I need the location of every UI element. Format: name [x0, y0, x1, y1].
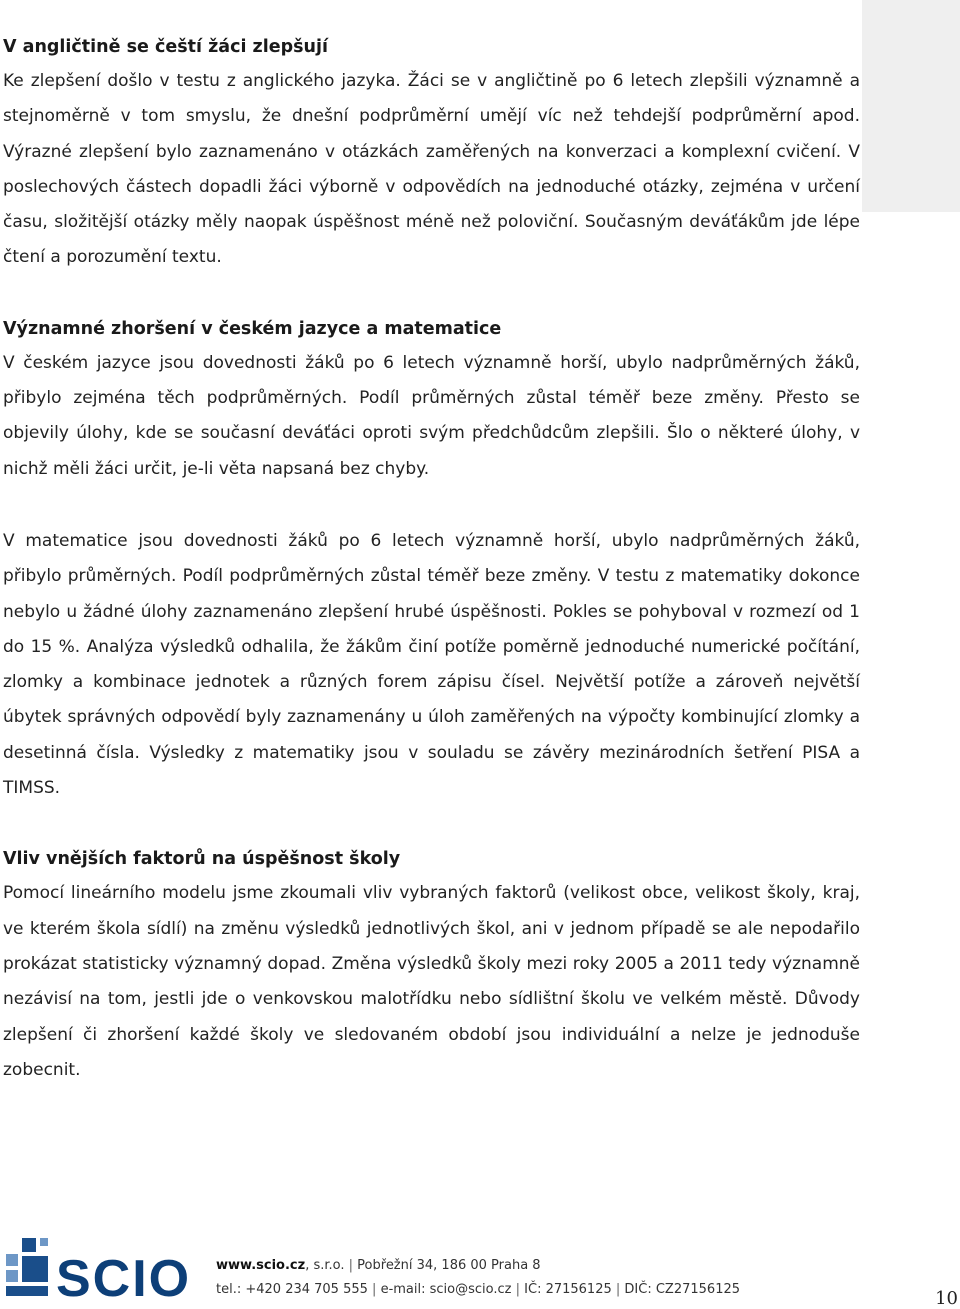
- section-heading-external-factors: Vliv vnějších faktorů na úspěšnost školy: [3, 849, 401, 870]
- ico: IČ: 27156125: [524, 1282, 612, 1297]
- paragraph-czech-language: V českém jazyce jsou dovednosti žáků po 6 letech významně horší, ubylo nadprůměrných žáků, přibylo zejména těch podprůměrných. Podíl průměrných zůstal téměř beze změny. Přesto se objevily úlohy, kde se současní deváťáci oproti svým předchůdcům zlepšili. Šlo o některé úlohy, v nichž měli žáci určit, je-li věta napsaná bez chyby.: [3, 352, 860, 479]
- paragraph-english: Ke zlepšení došlo v testu z anglického jazyka. Žáci se v angličtině po 6 letech zlepšili významně a stejnoměrně v tom smyslu, že dnešní podprůměrní umějí víc než tehdejší podprůměrní apod. Výrazné zlepšení bylo zaznamenáno v otázkách zaměřených na konverzaci a komplexní cvičení. V poslechových částech dopadli žáci výborně v odpovědích na jednoduché otázky, zejména v určení času, složitější otázky měly naopak úspěšnost méně než poloviční. Současným deváťákům jde lépe čtení a porozumění textu.: [3, 71, 860, 268]
- scio-logo: [2, 1232, 192, 1302]
- phone: tel.: +420 234 705 555: [216, 1282, 368, 1297]
- paragraph-mathematics: V matematice jsou dovednosti žáků po 6 letech významně horší, ubylo nadprůměrných žáků, přibylo průměrných. Podíl podprůměrných zůstal téměř beze změny. V testu z matematiky dokonce nebylo u žádné úlohy zaznamenáno zlepšení hrubé úspěšnosti. Pokles se pohyboval v rozmezí od 1 do 15 %. Analýza výsledků odhalila, že žákům činí potíže poměrně jednoduché numerické počítání, zlomky a kombinace jednotek a různých forem zápisu čísel. Největší potíže a zároveň největší úbytek správných odpovědí byly zaznamenány u úloh zaměřených na výpočty kombinující zlomky a desetinná čísla. Výsledky z matematiky jsou v souladu se závěry mezinárodních šetření PISA a TIMSS.: [3, 530, 860, 799]
- corner-decoration: [862, 0, 960, 212]
- page-footer: [0, 1232, 960, 1309]
- paragraph-external-factors: Pomocí lineárního modelu jsme zkoumali vliv vybraných faktorů (velikost obce, velikost školy, kraj, ve kterém škola sídlí) na změnu výsledků jednotlivých škol, ani v jednom případě se ale nepodařilo prokázat statisticky významný dopad. Změna výsledků školy mezi roky 2005 a 2011 tedy významně nezávisí na tom, jestli jde o venkovskou malotřídku nebo sídlištní školu ve velkém městě. Důvody zlepšení či zhoršení každé školy ve sledovaném období jsou individuální a nelze je jednoduše zobecnit.: [3, 883, 860, 1080]
- footer-line-1: www.scio.cz, s.r.o. | Pobřežní 34, 186 00 Praha 8: [216, 1258, 541, 1273]
- document-body: [3, 30, 860, 1088]
- dic: DIČ: CZ27156125: [624, 1282, 741, 1297]
- footer-line-2: tel.: +420 234 705 555 | e-mail: scio@scio.cz | IČ: 27156125 | DIČ: CZ27156125: [216, 1282, 741, 1297]
- footer-contact: [216, 1254, 740, 1302]
- section-heading-decline: Významné zhoršení v českém jazyce a matematice: [3, 318, 502, 339]
- email[interactable]: e-mail: scio@scio.cz: [380, 1282, 512, 1297]
- section-heading-english: V angličtině se čeští žáci zlepšují: [3, 37, 328, 57]
- website-link[interactable]: www.scio.cz: [216, 1258, 306, 1273]
- address: Pobřežní 34, 186 00 Praha 8: [357, 1258, 541, 1273]
- page-number: 10: [935, 1288, 958, 1309]
- logo-text: SCIO: [56, 1250, 192, 1302]
